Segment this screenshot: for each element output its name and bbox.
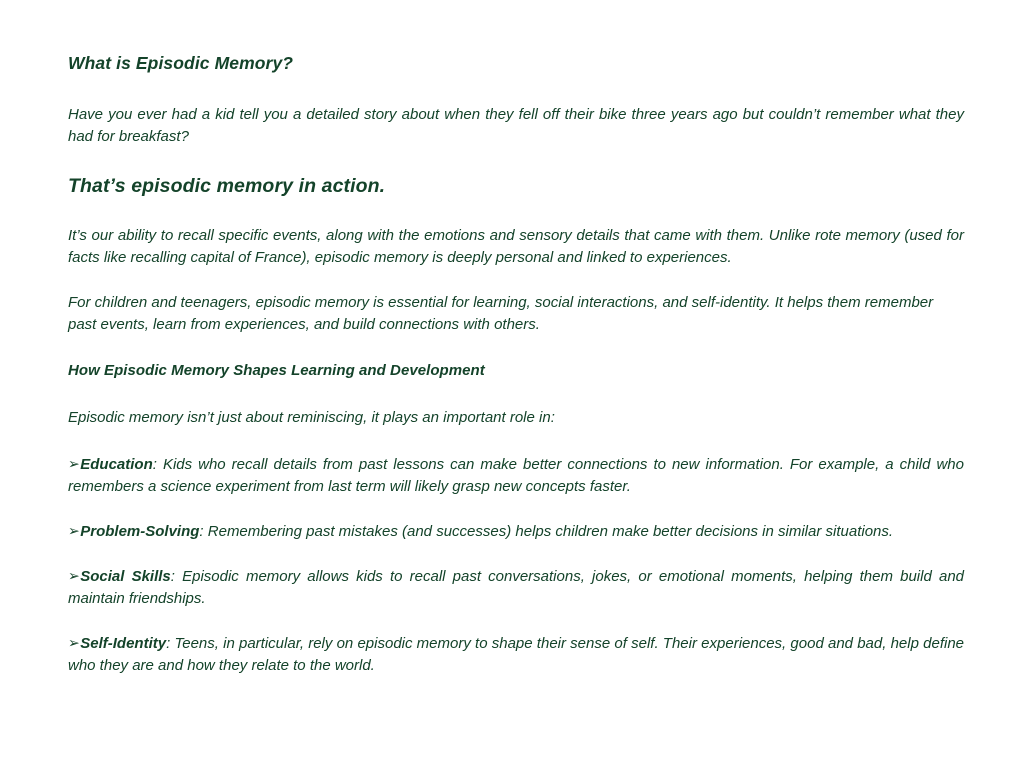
spacer	[68, 148, 964, 174]
arrow-bullet-icon: ➢	[68, 522, 80, 539]
list-item-term: Social Skills	[80, 567, 171, 585]
list-intro: Episodic memory isn’t just about reminiscing, it plays an important role in:	[68, 408, 555, 426]
spacer	[68, 336, 964, 360]
spacer	[68, 543, 964, 566]
list-item-term: Education	[80, 455, 153, 473]
list-item-text: Episodic memory allows kids to recall past conversations, jokes, or emotional moments, helping them build and maintain friendships.	[68, 567, 964, 607]
key-statement: That’s episodic memory in action.	[68, 175, 386, 198]
spacer	[68, 200, 964, 225]
spacer	[68, 498, 964, 521]
list-item	[68, 633, 964, 677]
children-paragraph: For children and teenagers, episodic memory is essential for learning, social interactions, and self-identity. It helps them remember past events, learn from experiences, and build connections with others.	[68, 293, 934, 333]
spacer	[68, 429, 964, 454]
list-item	[68, 566, 964, 610]
list-item	[68, 454, 964, 498]
list-item	[68, 521, 964, 543]
arrow-bullet-icon: ➢	[68, 455, 80, 472]
list-item-separator: :	[166, 635, 175, 653]
list-item-term: Problem-Solving	[80, 522, 200, 540]
list-item-text: Remembering past mistakes (and successes) helps children make better decisions in similar situations.	[207, 522, 894, 540]
list-item-separator: :	[152, 455, 163, 473]
arrow-bullet-icon: ➢	[68, 634, 80, 651]
spacer	[68, 382, 964, 407]
spacer	[68, 74, 964, 104]
arrow-bullet-icon: ➢	[68, 567, 80, 584]
list-item-text: Kids who recall details from past lessons can make better connections to new information. For example, a child who remembers a science experiment from last term will likely grasp new concepts faster.	[68, 455, 964, 495]
list-item-text: Teens, in particular, rely on episodic memory to shape their sense of self. Their experiences, good and bad, help define who they are and how they relate to the world.	[68, 635, 965, 675]
page-title: What is Episodic Memory?	[68, 53, 294, 73]
intro-paragraph: Have you ever had a kid tell you a detailed story about when they fell off their bike three years ago but couldn’t remember what they had for breakfast?	[68, 106, 964, 146]
document-body	[68, 52, 964, 677]
list-item-separator: :	[199, 522, 208, 540]
spacer	[68, 269, 964, 292]
definition-paragraph: It’s our ability to recall specific events, along with the emotions and sensory details that came with them. Unlike rote memory (used for facts like recalling capital of France), episodic memory is deeply personal and linked to experiences.	[68, 226, 964, 266]
list-item-term: Self-Identity	[80, 635, 167, 653]
section-heading: How Episodic Memory Shapes Learning and Development	[68, 362, 485, 380]
list-item-separator: :	[170, 567, 183, 585]
spacer	[68, 610, 964, 633]
